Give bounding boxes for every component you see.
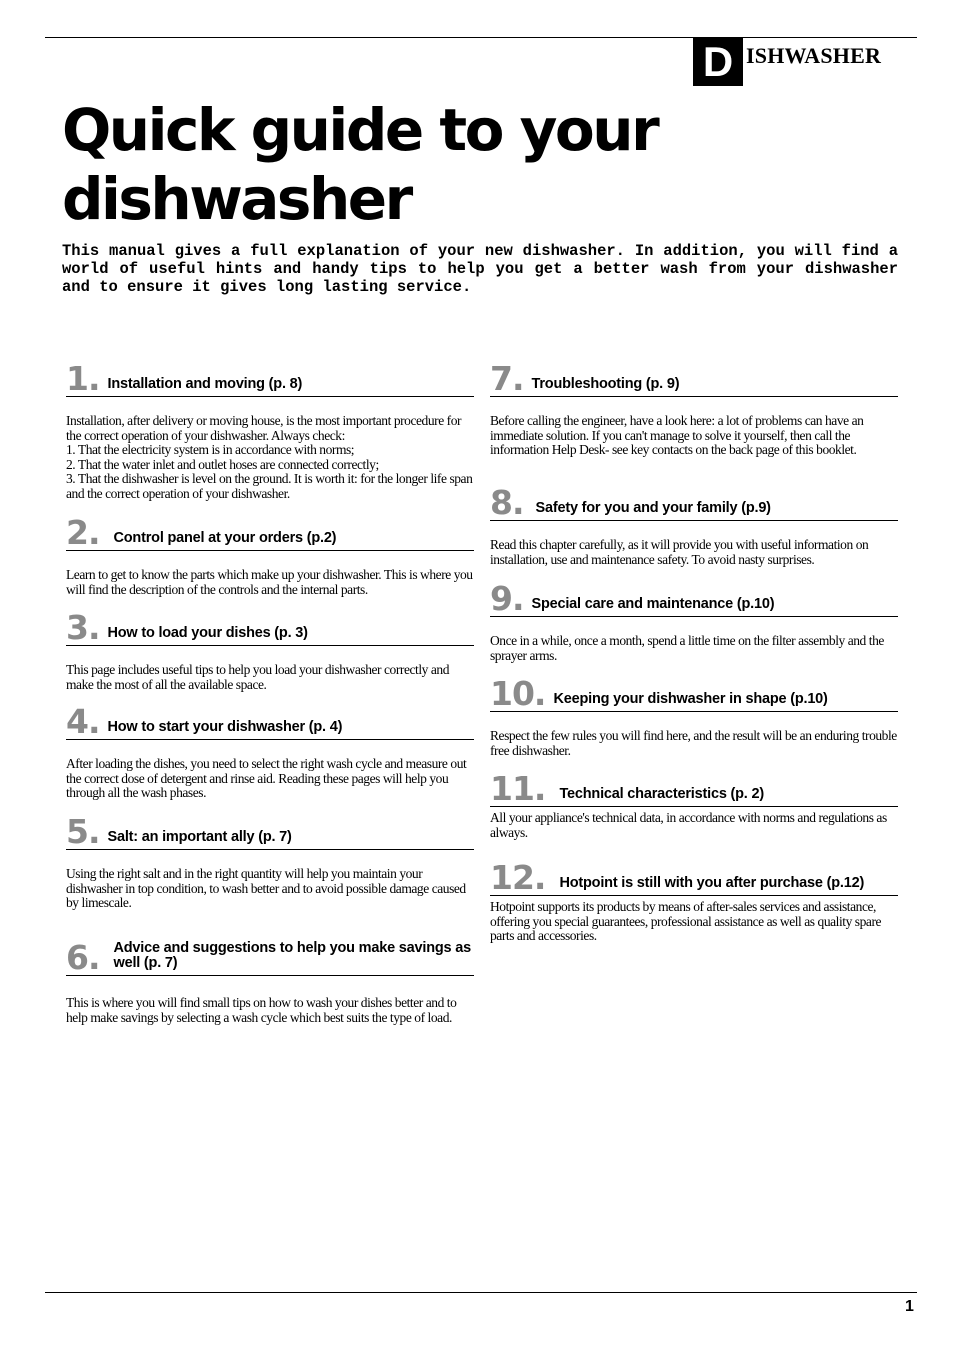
section-title: Troubleshooting (p. 9) [531, 376, 680, 392]
section-heading [66, 938, 474, 977]
section-number: 11. [490, 769, 546, 808]
section-3 [66, 608, 474, 692]
section-title: Safety for you and your family (p.9) [535, 500, 771, 516]
section-body: Before calling the engineer, have a look here: a lot of problems can have an immediate solution. If you can't manage to solve it yourself, then call the information Help Desk- see key contacts on the back page of this booklet. [490, 413, 864, 457]
section-heading [490, 769, 898, 808]
section-title: Salt: an important ally (p. 7) [107, 829, 292, 845]
page-title: Quick guide to your dishwasher [62, 96, 658, 233]
section-title: Advice and suggestions to help you make savings as well (p. 7) [113, 940, 471, 971]
section-body: Using the right salt and in the right quantity will help you maintain your dishwasher in top condition, to wash better and to avoid possible damage caused by limescale. [66, 866, 466, 910]
section-number: 8. [490, 483, 524, 522]
section-12 [490, 858, 898, 944]
section-body: This page includes useful tips to help you load your dishwasher correctly and make the most of all the available space. [66, 662, 449, 692]
section-number: 9. [490, 579, 524, 618]
section-body: Once in a while, once a month, spend a little time on the filter assembly and the sprayer arms. [490, 633, 884, 663]
section-heading [66, 812, 474, 851]
header-initial: D [693, 38, 743, 86]
section-number: 5. [66, 812, 100, 851]
section-10 [490, 674, 898, 758]
section-body: This is where you will find small tips on how to wash your dishes better and to help make savings by selecting a wash cycle which best suits the type of load. [66, 995, 457, 1025]
section-number: 1. [66, 359, 100, 398]
section-heading [66, 702, 474, 741]
section-heading [490, 359, 898, 398]
section-title: Keeping your dishwasher in shape (p.10) [553, 691, 828, 707]
section-1 [66, 359, 474, 501]
section-heading [490, 674, 898, 713]
section-body: Hotpoint supports its products by means of after-sales services and assistance, offering you special guarantees, professional assistance as well as quality spare parts and accessories. [490, 899, 882, 943]
section-body: Respect the few rules you will find here, and the result will be an enduring trouble free dishwasher. [490, 728, 897, 758]
section-4 [66, 702, 474, 801]
section-7 [490, 359, 898, 458]
section-6 [66, 938, 474, 1025]
section-number: 3. [66, 608, 100, 647]
section-title: Hotpoint is still with you after purchase (p.12) [559, 875, 865, 891]
section-number: 7. [490, 359, 524, 398]
section-number: 12. [490, 858, 546, 897]
section-body: Read this chapter carefully, as it will provide you with useful information on installation, use and maintenance safety. To avoid nasty surprises. [490, 537, 869, 567]
intro-paragraph: This manual gives a full explanation of your new dishwasher. In addition, you will find a world of useful hints and handy tips to help you get a better wash from your dishwasher and to ensure it gives long lasting service. [62, 242, 898, 296]
header-label: ISHWASHER [746, 43, 882, 68]
section-number: 6. [66, 938, 100, 977]
section-heading [66, 359, 474, 398]
section-header-mark [693, 38, 881, 86]
section-title: Control panel at your orders (p.2) [113, 530, 337, 546]
section-body: Learn to get to know the parts which make up your dishwasher. This is where you will find the description of the controls and the internal parts. [66, 567, 473, 597]
section-number: 2. [66, 513, 100, 552]
section-body: After loading the dishes, you need to select the right wash cycle and measure out the correct dose of detergent and rinse aid. Reading these pages will help you through all the wash phases. [66, 756, 467, 800]
section-title: Special care and maintenance (p.10) [531, 596, 775, 612]
section-heading [490, 579, 898, 618]
section-number: 4. [66, 702, 100, 741]
page-number: 1 [905, 1298, 914, 1315]
bottom-rule [45, 1292, 917, 1293]
section-body: Installation, after delivery or moving house, is the most important procedure for the correct operation of your dishwasher. Always check: 1. That the electricity system is in accordance with norms; 2. That the water inlet and outlet hoses are connected correctly; 3. That the dishwasher is level on the ground. It is worth it: for the longer life span and the correct operation of your dishwasher. [66, 413, 473, 501]
section-heading [66, 608, 474, 647]
section-2 [66, 513, 474, 597]
section-heading [490, 483, 898, 522]
section-heading [66, 513, 474, 552]
section-8 [490, 483, 898, 567]
section-body: All your appliance's technical data, in accordance with norms and regulations as always. [490, 810, 887, 840]
section-heading [490, 858, 898, 897]
section-number: 10. [490, 674, 546, 713]
section-title: Technical characteristics (p. 2) [559, 786, 764, 802]
section-title: Installation and moving (p. 8) [107, 376, 303, 392]
section-title: How to load your dishes (p. 3) [107, 625, 308, 641]
section-title: How to start your dishwasher (p. 4) [107, 719, 343, 735]
section-9 [490, 579, 898, 663]
section-5 [66, 812, 474, 911]
section-11 [490, 769, 898, 840]
